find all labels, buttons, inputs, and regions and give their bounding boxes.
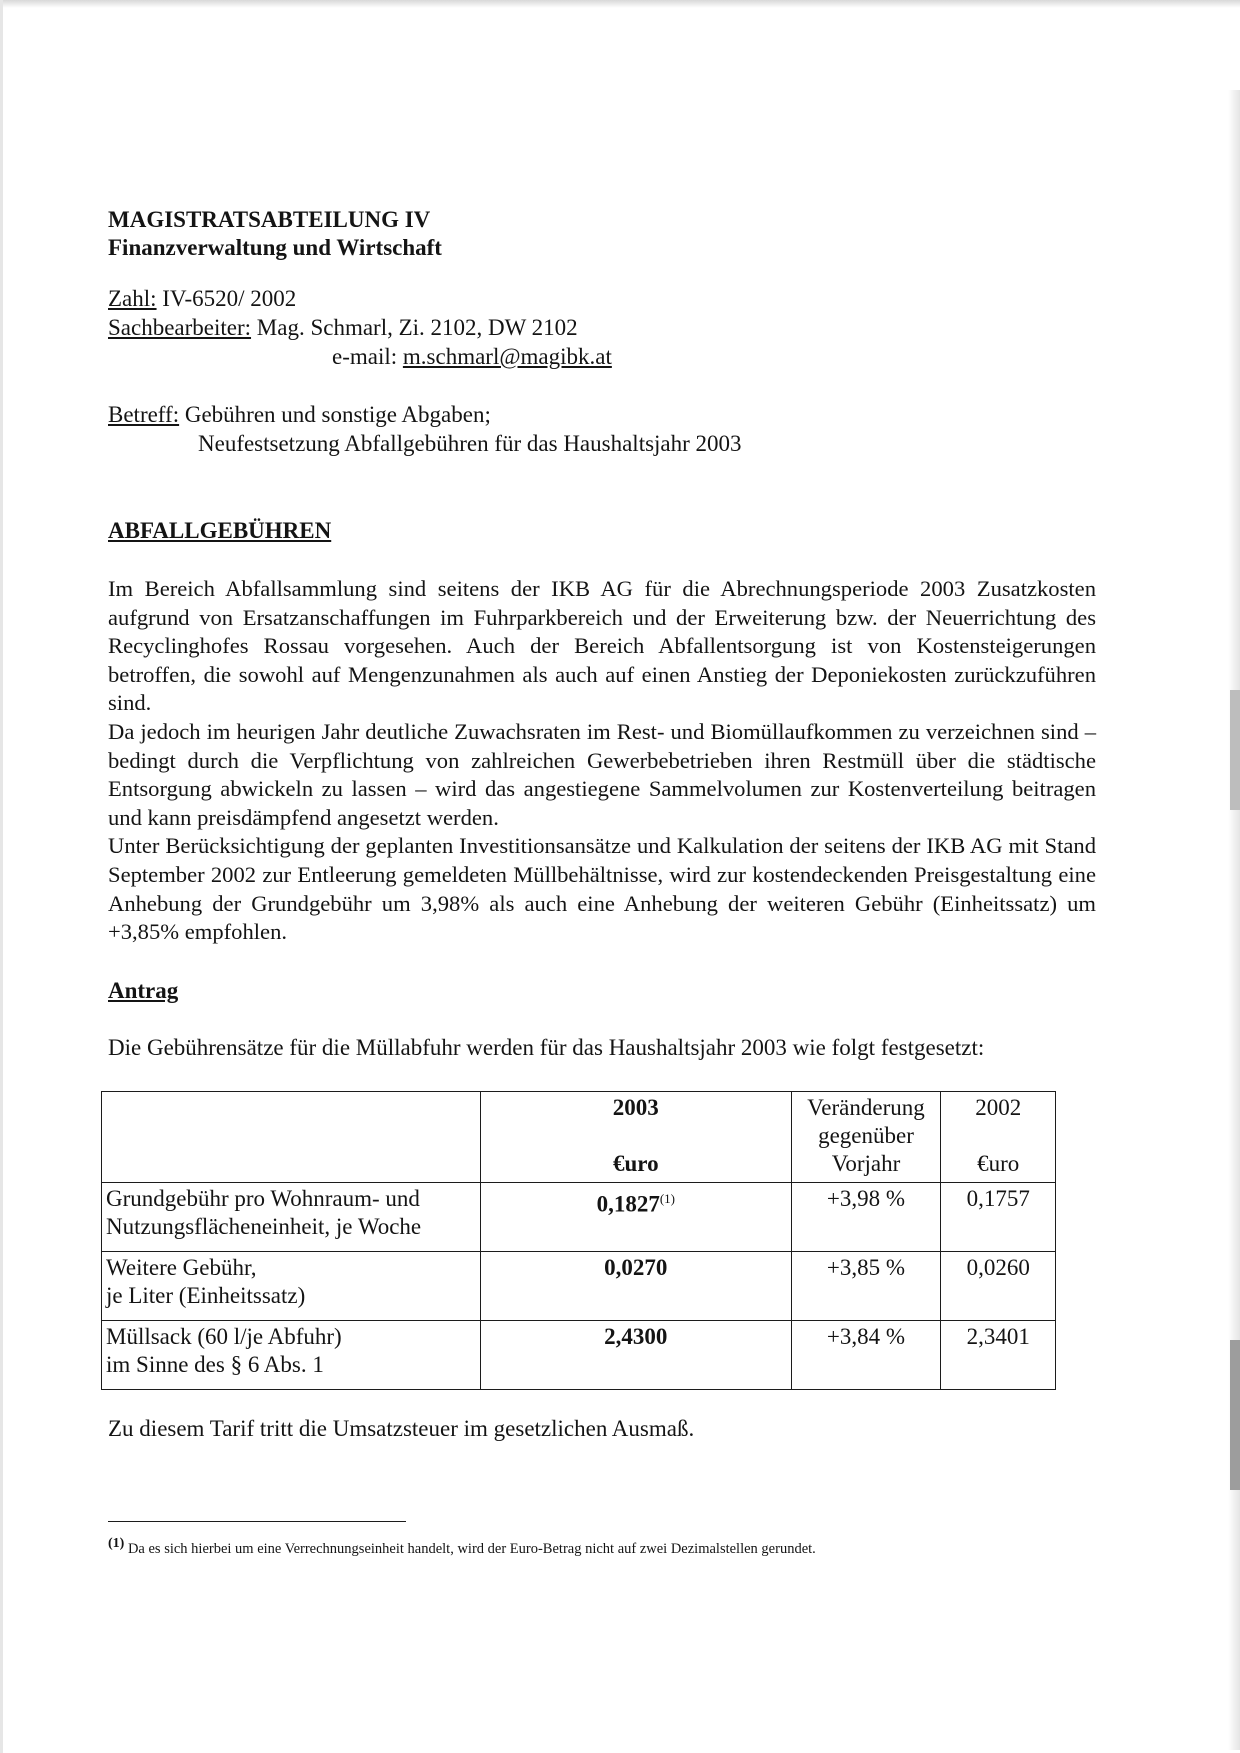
row-label-cell <box>102 1321 481 1390</box>
table-row <box>102 1183 1056 1252</box>
footnote-divider <box>108 1521 406 1522</box>
clerk-label: Sachbearbeiter: <box>108 315 252 340</box>
section-title: ABFALLGEBÜHREN <box>108 518 332 543</box>
reference-number-label: Zahl: <box>108 286 157 311</box>
row-value-2003: 0,0270 <box>480 1252 791 1321</box>
footnote-number: (1) <box>108 1536 125 1551</box>
row-label-cell <box>102 1183 481 1252</box>
row-value-2002: 0,0260 <box>941 1252 1056 1321</box>
header-change-cell <box>791 1092 941 1183</box>
reference-number-value: IV-6520/ 2002 <box>162 286 297 311</box>
row-label-line-2: im Sinne des § 6 Abs. 1 <box>106 1352 324 1377</box>
table-row <box>102 1321 1056 1390</box>
row-label-line-1: Weitere Gebühr, <box>106 1255 257 1280</box>
header-change-line-2: gegenüber <box>818 1123 914 1148</box>
scan-artifact <box>1230 690 1240 810</box>
header-empty-cell <box>102 1092 481 1183</box>
header-2002-unit: €uro <box>977 1151 1020 1176</box>
scan-edge-left <box>0 0 3 1753</box>
scan-edge-right <box>1228 90 1240 1750</box>
paragraph-3: Unter Berücksichtigung der geplanten Investitionsansätze und Kalkulation der seitens der IKB AG mit Stand September 2002 zur Entleerung gemeldeten Müllbehältnisse, wird zur kostendeckenden Preisgestaltung eine Anhebung der Grundgebühr um 3,98% als auch eine Anhebung der weiteren Gebühr (Einheitssatz) um +3,85% empfohlen. <box>108 833 1096 945</box>
department-title: MAGISTRATSABTEILUNG IV <box>108 207 431 232</box>
motion-intro: Die Gebührensätze für die Müllabfuhr werden für das Haushaltsjahr 2003 wie folgt festgesetzt: <box>108 1035 985 1060</box>
table-header-row <box>102 1092 1056 1183</box>
header-change-line-3: Vorjahr <box>831 1151 901 1176</box>
paragraph-2: Da jedoch im heurigen Jahr deutliche Zuwachsraten im Rest- und Biomüllaufkommen zu verzeichnen sind – bedingt durch die Verpflichtung von zahlreichen Gewerbebetrieben ihren Restmüll über die städtische Entsorgung abwickeln zu lassen – wird das angestiegene Sammelvolumen zur Kostenverteilung beitragen und kann preisdämpfend angesetzt werden. <box>108 718 1096 830</box>
letterhead <box>108 206 1058 262</box>
subject-row <box>108 400 1058 429</box>
header-2002-year: 2002 <box>975 1095 1022 1120</box>
reference-number-row <box>108 284 1058 313</box>
scan-artifact <box>1230 1340 1240 1490</box>
scan-edge-top <box>0 0 1240 8</box>
row-label-cell <box>102 1252 481 1321</box>
clerk-row <box>108 313 1058 342</box>
row-label-line-2: Nutzungsflächeneinheit, je Woche <box>106 1214 422 1239</box>
footnote-reference: (1) <box>659 1191 675 1206</box>
row-change: +3,84 % <box>791 1321 941 1390</box>
subject-line-1: Gebühren und sonstige Abgaben; <box>184 402 491 427</box>
header-2003-year: 2003 <box>612 1095 659 1120</box>
row-label-line-1: Grundgebühr pro Wohnraum- und <box>106 1186 420 1211</box>
header-2003-unit: €uro <box>613 1151 659 1176</box>
subject-line-2: Neufestsetzung Abfallgebühren für das Haushaltsjahr 2003 <box>198 431 742 456</box>
table-row <box>102 1252 1056 1321</box>
email-link[interactable]: m.schmarl@magibk.at <box>402 344 612 369</box>
value-2003: 0,1827 <box>596 1191 660 1217</box>
row-label-line-1: Müllsack (60 l/je Abfuhr) <box>106 1324 342 1349</box>
division-title: Finanzverwaltung und Wirtschaft <box>108 235 442 260</box>
fee-table <box>101 1091 1056 1390</box>
paragraph-1: Im Bereich Abfallsammlung sind seitens der IKB AG für die Abrechnungsperiode 2003 Zusatzkosten aufgrund von Ersatzanschaffungen im Fuhrparkbereich und der Erweiterung bzw. der Neuerrichtung des Recyclinghofes Rossau vorgesehen. Auch der Bereich Abfallentsorgung ist von Kostensteigerungen betroffen, die sowohl auf Mengenzunahmen als auch auf einen Anstieg der Deponiekosten zurückzuführen sind. <box>108 576 1096 716</box>
subject-block <box>108 400 1058 458</box>
reference-block <box>108 284 1058 371</box>
row-change: +3,98 % <box>791 1183 941 1252</box>
row-label-line-2: je Liter (Einheitssatz) <box>106 1283 306 1308</box>
email-label: e-mail: <box>332 344 398 369</box>
header-2003-cell <box>480 1092 791 1183</box>
header-change-line-1: Veränderung <box>807 1095 925 1120</box>
body-text <box>108 575 1096 947</box>
email-row <box>108 342 1058 371</box>
row-value-2003: 2,4300 <box>480 1321 791 1390</box>
footnote <box>108 1536 1058 1558</box>
header-2002-cell <box>941 1092 1056 1183</box>
row-value-2003 <box>480 1183 791 1252</box>
row-value-2002: 0,1757 <box>941 1183 1056 1252</box>
clerk-value: Mag. Schmarl, Zi. 2102, DW 2102 <box>256 315 578 340</box>
motion-title: Antrag <box>108 978 179 1003</box>
row-value-2002: 2,3401 <box>941 1321 1056 1390</box>
footnote-text: Da es sich hierbei um eine Verrechnungseinheit handelt, wird der Euro-Betrag nicht auf zwei Dezimalstellen gerundet. <box>127 1540 816 1557</box>
subject-label: Betreff: <box>108 402 180 427</box>
tax-note: Zu diesem Tarif tritt die Umsatzsteuer im gesetzlichen Ausmaß. <box>108 1416 695 1441</box>
row-change: +3,85 % <box>791 1252 941 1321</box>
